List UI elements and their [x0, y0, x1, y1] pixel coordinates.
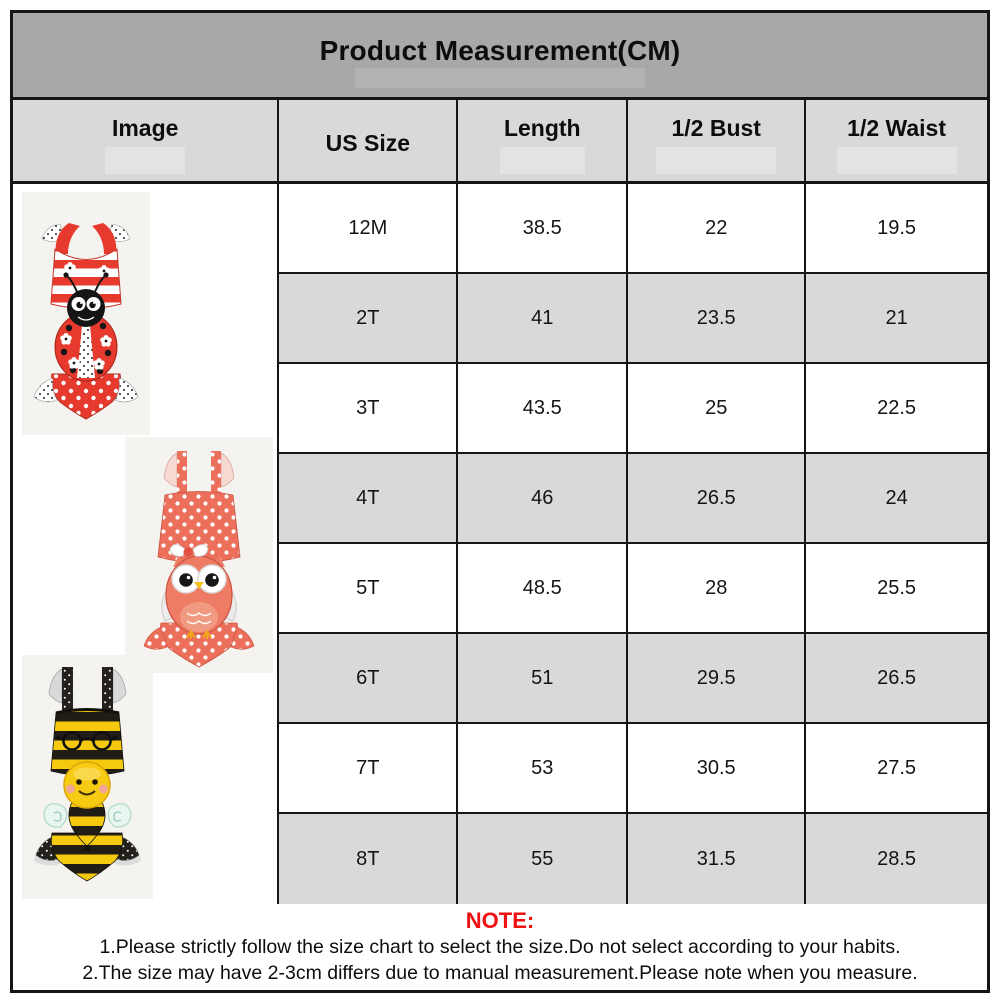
- owl-swimsuit-illustration: [125, 437, 273, 673]
- ladybug-swimsuit-illustration: [22, 192, 150, 435]
- image-column-cell: [13, 184, 279, 904]
- table-cell-8t-length: 55: [458, 814, 628, 904]
- note-heading: NOTE:: [465, 908, 535, 933]
- header-row: [13, 100, 987, 184]
- header-watermark-patch: [837, 147, 957, 174]
- table-cell-7t-length: 53: [458, 724, 628, 814]
- table-cell-7t-waist: 27.5: [806, 724, 987, 814]
- header-label: 1/2 Bust: [671, 115, 761, 141]
- table-cell-2t-bust: 23.5: [628, 274, 806, 364]
- header-watermark-patch: [105, 147, 185, 174]
- size-chart-table: [10, 10, 990, 993]
- bee-swimsuit-illustration: [22, 655, 153, 899]
- table-cell-7t-bust: 30.5: [628, 724, 806, 814]
- table-cell-4t-length: 46: [458, 454, 628, 544]
- table-cell-4t-size: 4T: [279, 454, 458, 544]
- table-cell-4t-bust: 26.5: [628, 454, 806, 544]
- table-cell-2t-size: 2T: [279, 274, 458, 364]
- note-section: [13, 904, 987, 990]
- table-cell-5t-waist: 25.5: [806, 544, 987, 634]
- note-line-1: 1.Please strictly follow the size chart to select the size.Do not select according to your habits.: [99, 936, 901, 958]
- header-label: 1/2 Waist: [847, 115, 947, 141]
- table-cell-6t-length: 51: [458, 634, 628, 724]
- table-cell-12m-bust: 22: [628, 184, 806, 274]
- header-watermark-patch: [656, 147, 776, 174]
- table-cell-5t-size: 5T: [279, 544, 458, 634]
- title-watermark-patch: [355, 68, 645, 88]
- table-cell-3t-waist: 22.5: [806, 364, 987, 454]
- ladybug-swimsuit-photo: [22, 192, 150, 435]
- table-cell-5t-length: 48.5: [458, 544, 628, 634]
- table-cell-6t-waist: 26.5: [806, 634, 987, 724]
- header-label: US Size: [325, 130, 411, 156]
- table-cell-8t-bust: 31.5: [628, 814, 806, 904]
- header-label: Image: [111, 115, 179, 141]
- header-cell-1-2-waist: [806, 100, 987, 181]
- header-cell-image: [13, 100, 279, 181]
- table-cell-7t-size: 7T: [279, 724, 458, 814]
- table-cell-3t-length: 43.5: [458, 364, 628, 454]
- table-cell-8t-waist: 28.5: [806, 814, 987, 904]
- title-bar: [13, 13, 987, 100]
- table-cell-2t-length: 41: [458, 274, 628, 364]
- header-cell-length: [458, 100, 628, 181]
- table-cell-6t-bust: 29.5: [628, 634, 806, 724]
- table-cell-12m-length: 38.5: [458, 184, 628, 274]
- table-cell-3t-size: 3T: [279, 364, 458, 454]
- header-cell-1-2-bust: [628, 100, 806, 181]
- header-label: Length: [503, 115, 581, 141]
- header-watermark-patch: [500, 147, 585, 174]
- table-cell-6t-size: 6T: [279, 634, 458, 724]
- table-cell-3t-bust: 25: [628, 364, 806, 454]
- table-cell-4t-waist: 24: [806, 454, 987, 544]
- table-cell-12m-waist: 19.5: [806, 184, 987, 274]
- note-line-2: 2.The size may have 2-3cm differs due to manual measurement.Please note when you measure.: [82, 962, 918, 984]
- page-title: Product Measurement(CM): [319, 35, 681, 66]
- table-cell-5t-bust: 28: [628, 544, 806, 634]
- table-body: [13, 184, 987, 904]
- table-cell-8t-size: 8T: [279, 814, 458, 904]
- table-cell-2t-waist: 21: [806, 274, 987, 364]
- table-cell-12m-size: 12M: [279, 184, 458, 274]
- header-cell-us-size: [279, 100, 458, 181]
- bee-swimsuit-photo: [22, 655, 153, 899]
- owl-swimsuit-photo: [125, 437, 273, 673]
